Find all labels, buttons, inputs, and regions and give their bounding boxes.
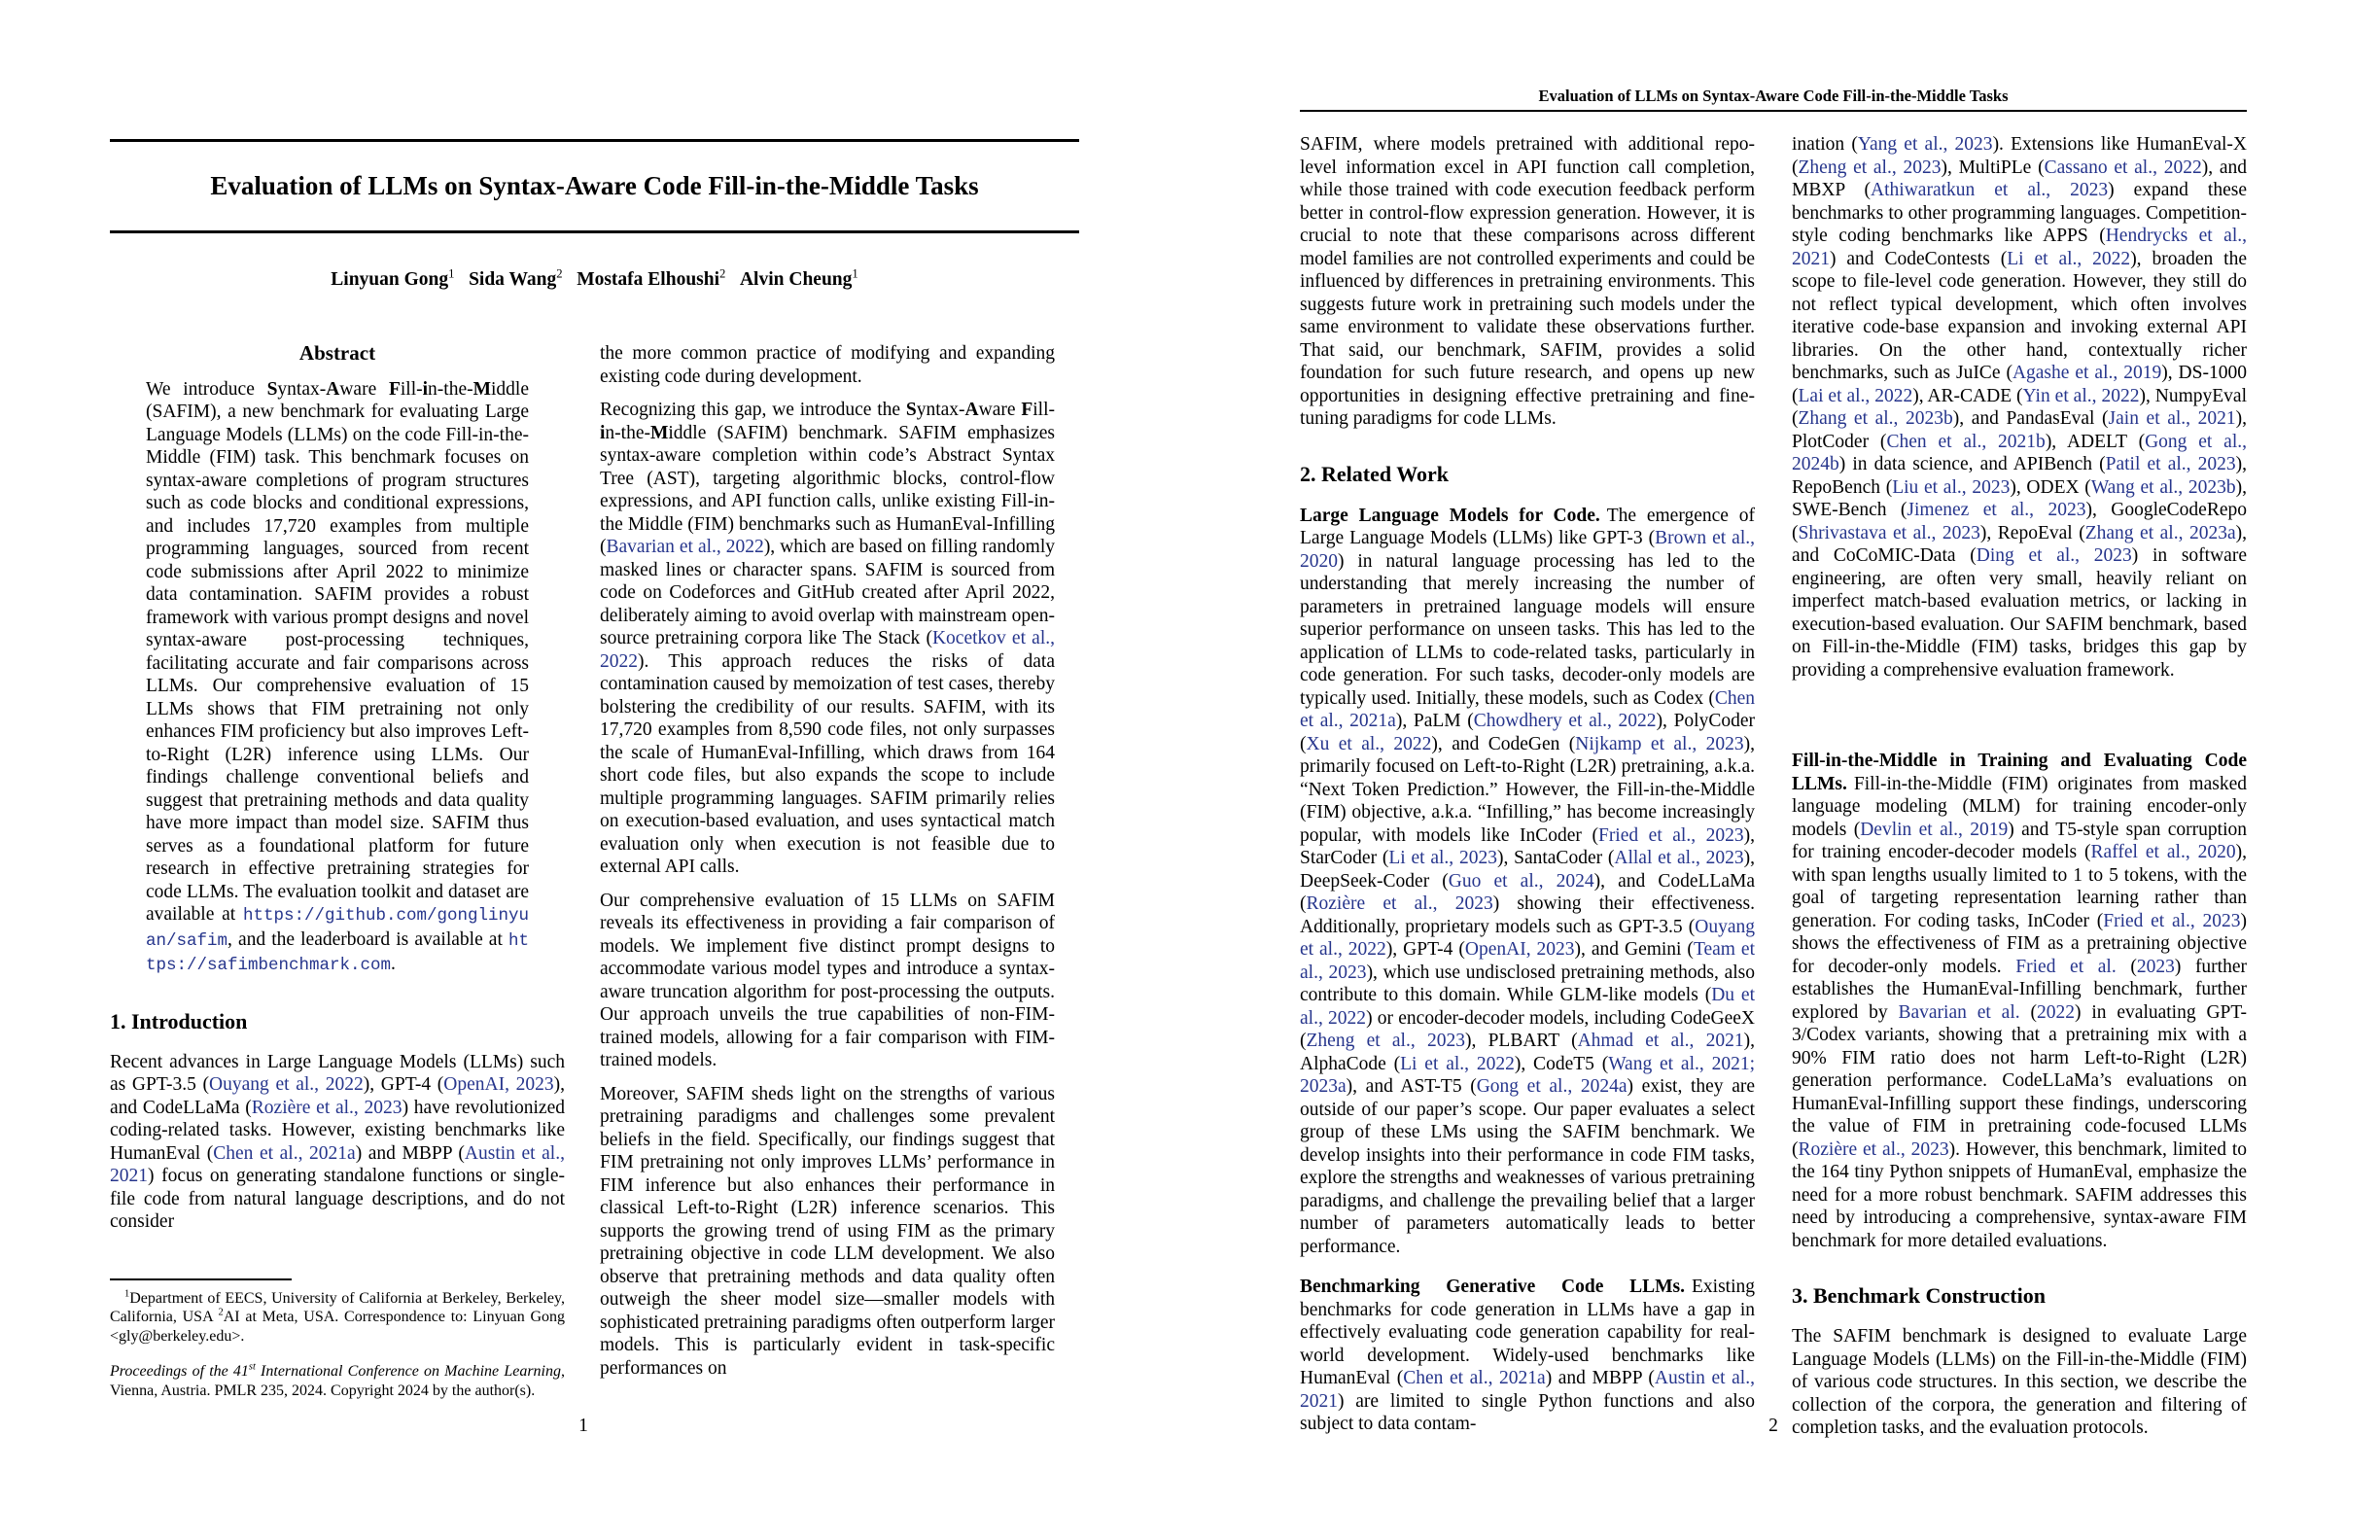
citation-link[interactable]: Fried et al., 2023: [2103, 910, 2241, 931]
citation-link[interactable]: Xu et al., 2022: [1306, 733, 1432, 754]
page2-left-column: [1300, 133, 1755, 1447]
page-2: [1190, 0, 2380, 1540]
citation-link[interactable]: Kocetkov et al., 2022: [600, 628, 1055, 672]
page1-left-column: [110, 342, 565, 1400]
section-heading-benchmark-construction: 3. Benchmark Construction: [1792, 1283, 2046, 1308]
title-rule-top: [110, 139, 1079, 142]
citation-link[interactable]: Austin et al., 2021: [1300, 1368, 1755, 1412]
author-list: Linyuan Gong$^1$ Sida Wang$^2$ Mostafa Elhoushi$^2$ Alvin Cheung$^1$: [331, 266, 858, 290]
citation-link[interactable]: Ouyang et al., 2022: [1300, 916, 1755, 960]
citation-link[interactable]: OpenAI, 2023: [443, 1074, 554, 1095]
abstract-body: We introduce Syntax-Aware Fill-in-the-Middle (SAFIM), a new benchmark for evaluating Large Language Models (LLMs) on the code Fill-in-the-Middle (FIM) task. This benchmark focuses on syntax-aware completions of program structures such as code blocks and conditional expressions, and includes 17,720 examples from multiple programming languages, sourced from recent code submissions after April 2022 to minimize data contamination. SAFIM provides a robust framework with various prompt designs and novel syntax-aware post-processing techniques, facilitating accurate and fair comparisons across LLMs. Our comprehensive evaluation of 15 LLMs shows that FIM pretraining not only enhances FIM proficiency but also improves Left-to-Right (L2R) inference using LLMs. Our findings challenge conventional beliefs and suggest that pretraining methods and data quality have more impact than model size. SAFIM thus serves as a foundational platform for future research in effective pretraining strategies for code LLMs. The evaluation toolkit and dataset are available at https://github.com/gonglinyuan/safim, and the leaderboard is available at https://safimbenchmark.com.: [146, 378, 530, 975]
paragraph: SAFIM, where models pretrained with additional repo-level information excel in API function call completion, while those trained with code execution feedback perform better in control-flow expression generation. However, it is crucial to note that these comparisons across different model families are not controlled experiments and could be influenced by differences in pretraining environments. This suggests future work in pretraining such models under the same environment to validate these observations further. That said, our benchmark, SAFIM, provides a solid foundation for such future research, and opens up new opportunities in designing effective pretraining and fine-tuning paradigms for code LLMs.: [1300, 134, 1755, 429]
citation-link[interactable]: Shrivastava et al., 2023: [1798, 522, 1980, 543]
citation-link[interactable]: Gong et al., 2024b: [1792, 431, 2247, 474]
citation-link[interactable]: Li et al., 2023: [1388, 848, 1497, 868]
citation-link[interactable]: Rozière et al., 2023: [1306, 893, 1493, 914]
citation-link[interactable]: Wang et al., 2023b: [2090, 476, 2236, 498]
title-rule-bottom: [110, 230, 1079, 233]
page-number-2: 2: [1768, 1416, 1778, 1436]
paragraph-llms-for-code: Large Language Models for Code. The emergence of Large Language Models (LLMs) like GPT-3 (Brown et al., 2020) in natural language processing has led to the understanding that merely increasing the number of parameters in pretrained language models will ensure superior performance on unseen tasks. This has led to the application of LLMs to code-related tasks, particularly in code generation. For such tasks, decoder-only models are typically used. Initially, these models, such as Codex (Chen et al., 2021a), PaLM (Chowdhery et al., 2022), PolyCoder (Xu et al., 2022), and CodeGen (Nijkamp et al., 2023), primarily focused on Left-to-Right (L2R) pretraining, a.k.a. “Next Token Prediction.” However, the Fill-in-the-Middle (FIM) objective, a.k.a. “Infilling,” has become increasingly popular, with models like InCoder (Fried et al., 2023), StarCoder (Li et al., 2023), SantaCoder (Allal et al., 2023), DeepSeek-Coder (Guo et al., 2024), and CodeLLaMa (Rozière et al., 2023) showing their effectiveness. Additionally, proprietary models such as GPT-3.5 (Ouyang et al., 2022), GPT-4 (OpenAI, 2023), and Gemini (Team et al., 2023), which use undisclosed pretraining methods, also contribute to this domain. While GLM-like models (Du et al., 2022) or encoder-decoder models, including CodeGeeX (Zheng et al., 2023), PLBART (Ahmad et al., 2021), AlphaCode (Li et al., 2022), CodeT5 (Wang et al., 2021; 2023a), and AST-T5 (Gong et al., 2024a) exist, they are outside of our paper’s scope. Our paper evaluates a select group of these LMs using the SAFIM benchmark. We develop insights into their performance in code FIM tasks, explore the strengths and weaknesses of various pretraining paradigms, and challenge the prevailing belief that a larger number of parameters automatically leads to better performance.: [1300, 505, 1756, 1257]
citation-link[interactable]: Chen et al., 2021a: [1300, 687, 1755, 731]
paragraph: the more common practice of modifying and expanding existing code during development.: [600, 343, 1055, 387]
url-link[interactable]: https://github.com/gonglinyuan/safim: [146, 906, 529, 951]
paragraph: ination (Yang et al., 2023). Extensions like HumanEval-X (Zheng et al., 2023), MultiPLe (Cassano et al., 2022), and MBXP (Athiwaratkun et al., 2023) expand these benchmarks to other programming languages. Competition-style coding benchmarks like APPS (Hendrycks et al., 2021) and CodeContests (Li et al., 2022), broaden the scope to file-level code generation. However, they still do not reflect typical development, which often involves iterative code-base expansion and invoking external API libraries. On the other hand, contextually richer benchmarks, such as JuICe (Agashe et al., 2019), DS-1000 (Lai et al., 2022), AR-CADE (Yin et al., 2022), NumpyEval (Zhang et al., 2023b), and PandasEval (Jain et al., 2021), PlotCoder (Chen et al., 2021b), ADELT (Gong et al., 2024b) in data science, and APIBench (Patil et al., 2023), RepoBench (Liu et al., 2023), ODEX (Wang et al., 2023b), SWE-Bench (Jimenez et al., 2023), GoogleCodeRepo (Shrivastava et al., 2023), RepoEval (Zhang et al., 2023a), and CoCoMIC-Data (Ding et al., 2023) in software engineering, are often very small, heavily reliant on imperfect match-based evaluation metrics, or lacking in execution-based evaluation. Our SAFIM benchmark, based on Fill-in-the-Middle (FIM) tasks, bridges this gap by providing a comprehensive evaluation framework.: [1792, 134, 2248, 681]
citation-link[interactable]: Devlin et al., 2019: [1860, 819, 2009, 840]
paragraph: Our comprehensive evaluation of 15 LLMs on SAFIM reveals its effectiveness in providing a fair comparison of models. We implement five distinct prompt designs to accommodate various model types and introduce a syntax-aware truncation algorithm for post-processing the outputs. Our approach unveils the true capabilities of non-FIM-trained models, allowing for a fair comparison with FIM-trained models.: [600, 890, 1055, 1070]
citation-link[interactable]: Li et al., 2022: [2007, 248, 2131, 269]
affiliation-footnote: $^1$Department of EECS, University of California at Berkeley, Berkeley, California, USA $^2$AI at Meta, USA. Correspondence to: Linyuan Gong <gly@berkeley.edu>.: [110, 1288, 565, 1345]
citation-link[interactable]: Hendrycks et al., 2021: [1792, 226, 2247, 269]
page2-right-column: [1792, 133, 2247, 1451]
citation-link[interactable]: Li et al., 2022: [1400, 1053, 1515, 1074]
citation-link[interactable]: Ouyang et al., 2022: [209, 1074, 364, 1095]
citation-link[interactable]: Lai et al., 2022: [1798, 385, 1913, 406]
paragraph: The SAFIM benchmark is designed to evaluate Large Language Models (LLMs) on the Fill-in-the-Middle (FIM) of various code structures. In this section, we describe the collection of the corpora, the generation and filtering of completion tasks, and the evaluation protocols.: [1792, 1326, 2247, 1438]
paragraph: Moreover, SAFIM sheds light on the strengths of various pretraining paradigms and challenges some prevalent beliefs in the field. Specifically, our findings suggest that FIM pretraining not only improves LLMs’ performance in FIM inference but also enhances their performance in classical Left-to-Right (L2R) inference scenarios. This supports the growing trend of using FIM as the primary pretraining objective in code LLM development. We also observe that pretraining methods and data quality often outweigh the sheer model size—smaller models with sophisticated pretraining paradigms often outperform larger models. This is particularly evident in task-specific performances on: [600, 1083, 1055, 1379]
abstract-heading: Abstract: [298, 341, 376, 365]
citation-link[interactable]: 2022: [2036, 1001, 2075, 1023]
citation-link[interactable]: Wang et al., 2021; 2023a: [1300, 1053, 1755, 1097]
citation-link[interactable]: Fried et al., 2023: [1597, 824, 1744, 846]
citation-link[interactable]: Cassano et al., 2022: [2044, 157, 2202, 178]
citation-link[interactable]: 2023: [2136, 956, 2175, 977]
running-header-rule: [1300, 110, 2247, 112]
citation-link[interactable]: Zhang et al., 2023b: [1798, 408, 1953, 429]
section-heading-related-work: 2. Related Work: [1300, 461, 1449, 486]
citation-link[interactable]: Zheng et al., 2023: [1798, 157, 1942, 178]
citation-link[interactable]: Chen et al., 2021b: [1886, 431, 2046, 452]
url-link[interactable]: https://safimbenchmark.com: [146, 930, 529, 975]
citation-link[interactable]: Ahmad et al., 2021: [1577, 1031, 1744, 1051]
citation-link[interactable]: Zheng et al., 2023: [1306, 1031, 1465, 1051]
citation-link[interactable]: OpenAI, 2023: [1464, 939, 1575, 960]
proceedings-notice: Proceedings of the 41st International Conference on Machine Learning, Vienna, Austria. PMLR 235, 2024. Copyright 2024 by the author(s).: [110, 1361, 565, 1399]
citation-link[interactable]: Jimenez et al., 2023: [1907, 500, 2086, 520]
citation-link[interactable]: Bavarian et al., 2022: [606, 537, 764, 557]
citation-link[interactable]: Yin et al., 2022: [2022, 385, 2140, 406]
running-header: Evaluation of LLMs on Syntax-Aware Code Fill-in-the-Middle Tasks: [1538, 87, 2009, 105]
paragraph: Recognizing this gap, we introduce the Syntax-Aware Fill-in-the-Middle (SAFIM) benchmark. SAFIM emphasizes syntax-aware completion within code’s Abstract Syntax Tree (AST), targeting algorithmic blocks, control-flow expressions, and API function calls, unlike existing Fill-in-the Middle (FIM) benchmarks such as HumanEval-Infilling (Bavarian et al., 2022), which are based on filling randomly masked lines or character spans. SAFIM is sourced from code on Codeforces and GitHub created after April 2022, deliberately aiming to avoid overlap with mainstream open-source pretraining corpora like The Stack (Kocetkov et al., 2022). This approach reduces the risks of data contamination caused by memoization of test cases, thereby bolstering the credibility of our results. SAFIM, with its 17,720 examples from 8,590 code files, not only surpasses the scale of HumanEval-Infilling, which draws from 164 short code files, but also expands the scope to include multiple programming languages. SAFIM primarily relies on execution-based evaluation, and uses syntactical match evaluation only when execution is not feasible due to external API calls.: [600, 400, 1055, 877]
citation-link[interactable]: Du et al., 2022: [1300, 985, 1756, 1029]
citation-link[interactable]: Fried et al.: [2015, 956, 2117, 977]
citation-link[interactable]: Zhang et al., 2023a: [2084, 522, 2236, 543]
citation-link[interactable]: Patil et al., 2023: [2105, 454, 2236, 474]
citation-link[interactable]: Gong et al., 2024a: [1476, 1076, 1628, 1097]
abstract-section: [146, 342, 529, 978]
paper-title: Evaluation of LLMs on Syntax-Aware Code Fill-in-the-Middle Tasks: [210, 171, 979, 200]
citation-link[interactable]: Austin et al., 2021: [110, 1142, 565, 1186]
citation-link[interactable]: Chowdhery et al., 2022: [1473, 711, 1657, 731]
paragraph-benchmarking-code-llms: Benchmarking Generative Code LLMs. Existing benchmarks for code generation in LLMs have a gap in effectively evaluating code generation capability for real-world development. Widely-used benchmarks like HumanEval (Chen et al., 2021a) and MBPP (Austin et al., 2021) are limited to single Python functions and also subject to data contam-: [1300, 1277, 1755, 1434]
citation-link[interactable]: Bavarian et al.: [1898, 1001, 2020, 1023]
citation-link[interactable]: Raffel et al., 2020: [2090, 842, 2236, 862]
citation-link[interactable]: Chen et al., 2021a: [1403, 1368, 1546, 1388]
citation-link[interactable]: Liu et al., 2023: [1892, 476, 2011, 498]
citation-link[interactable]: Team et al., 2023: [1300, 939, 1755, 983]
citation-link[interactable]: Brown et al., 2020: [1300, 528, 1755, 572]
citation-link[interactable]: Rozière et al., 2023: [1798, 1138, 1949, 1160]
citation-link[interactable]: Allal et al., 2023: [1614, 848, 1744, 868]
citation-link[interactable]: Ding et al., 2023: [1976, 545, 2132, 566]
citation-link[interactable]: Nijkamp et al., 2023: [1575, 733, 1744, 754]
page1-right-column: [600, 342, 1055, 1390]
intro-paragraph: Recent advances in Large Language Models (LLMs) such as GPT-3.5 (Ouyang et al., 2022), GPT-4 (OpenAI, 2023), and CodeLLaMa (Rozière et al., 2023) have revolutionized coding-related tasks. However, existing benchmarks like HumanEval (Chen et al., 2021a) and MBPP (Austin et al., 2021) focus on generating standalone functions or single-file code from natural language descriptions, and do not consider: [110, 1051, 565, 1232]
citation-link[interactable]: Athiwaratkun et al., 2023: [1871, 180, 2109, 200]
citation-link[interactable]: Yang et al., 2023: [1857, 134, 1993, 155]
citation-link[interactable]: Guo et al., 2024: [1448, 870, 1594, 892]
footnote-rule: [110, 1278, 292, 1280]
paragraph-fim-training: Fill-in-the-Middle in Training and Evaluating Code LLMs. Fill-in-the-Middle (FIM) originates from masked language modeling (MLM) for training encoder-only models (Devlin et al., 2019) and T5-style span corruption for training encoder-decoder models (Raffel et al., 2020), with span lengths usually limited to 1 to 5 tokens, with the goal of targeting representation learning rather than generation. For coding tasks, InCoder (Fried et al., 2023) shows the effectiveness of FIM as a pretraining objective for decoder-only models. Fried et al. (2023) further establishes the HumanEval-Infilling benchmark, further explored by Bavarian et al. (2022) in evaluating GPT-3/Codex variants, showing that a pretraining mix with a 90% FIM ratio does not harm Left-to-Right (L2R) generation performance. CodeLLaMa’s evaluations on HumanEval-Infilling support these findings, underscoring the value of FIM in pretraining code-focused LLMs (Rozière et al., 2023). However, this benchmark, limited to the 164 tiny Python snippets of HumanEval, emphasize the need for a more robust benchmark. SAFIM addresses this need by introducing a comprehensive, syntax-aware FIM benchmark for more detailed evaluations.: [1792, 751, 2248, 1251]
citation-link[interactable]: Jain et al., 2021: [2108, 408, 2236, 429]
citation-link[interactable]: Rozière et al., 2023: [251, 1097, 402, 1118]
citation-link[interactable]: Chen et al., 2021a: [213, 1142, 356, 1164]
citation-link[interactable]: Agashe et al., 2019: [2012, 363, 2162, 383]
section-heading-introduction: 1. Introduction: [110, 1008, 248, 1033]
page-number-1: 1: [578, 1416, 588, 1436]
